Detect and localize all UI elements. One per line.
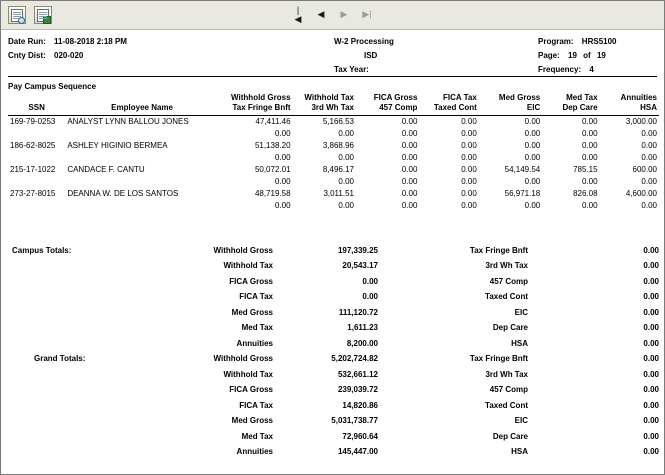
grand-total-value-2: 0.00: [643, 431, 659, 441]
grand-total-value-1: 5,031,738.77: [331, 416, 378, 425]
cell-hsa: 0.00: [641, 176, 657, 186]
campus-total-value-1: 1,611.23: [347, 323, 378, 332]
cell-hsa: 0.00: [641, 128, 657, 138]
campus-total-value-1: 111,120.72: [338, 307, 378, 317]
campus-total-value-2: 0.00: [643, 307, 659, 317]
cell-fica-gross: 0.00: [401, 164, 418, 174]
cell-withhold-gross: 51,138.20: [254, 140, 291, 150]
cell-hsa: 0.00: [641, 200, 657, 210]
campus-total-label-2: Taxed Cont: [485, 292, 528, 301]
cell-employee-name: DEANNA W. DE LOS SANTOS: [67, 188, 179, 198]
cell-tax-fringe-bnft: 0.00: [274, 152, 291, 162]
grand-total-label-2: EIC: [514, 416, 528, 425]
last-page-button[interactable]: ▶|: [360, 7, 374, 22]
campus-total-value-1: 0.00: [362, 276, 378, 286]
campus-total-value-1: 8,200.00: [346, 338, 378, 348]
grand-totals-row: [8, 429, 659, 445]
program-row: [538, 35, 616, 49]
grand-total-label-1: FICA Tax: [239, 400, 273, 410]
campus-total-label-1: Med Tax: [241, 323, 273, 332]
cell-med-gross: 0.00: [524, 140, 541, 150]
cell-taxed-cont: 0.00: [461, 128, 477, 138]
campus-total-value-2: 0.00: [643, 261, 659, 270]
campus-total-label-1: Annuities: [236, 338, 273, 348]
col-header-ssn: SSN: [28, 103, 45, 112]
campus-total-value-2: 0.00: [643, 276, 659, 286]
cell-annuities: 0.00: [641, 140, 657, 150]
table-row: [8, 115, 659, 128]
table-row: [8, 140, 659, 152]
campus-totals-row: [8, 258, 659, 274]
first-page-button[interactable]: |◀: [291, 7, 305, 22]
campus-totals-row: [8, 289, 659, 305]
grand-totals-row: [8, 398, 659, 414]
campus-total-label-2: Dep Care: [492, 323, 528, 332]
campus-total-label-2: 3rd Wh Tax: [485, 261, 528, 270]
cell-fica-gross: 0.00: [401, 116, 418, 126]
cell-dep-care: 0.00: [581, 128, 598, 138]
cell-tax-fringe-bnft: 0.00: [274, 128, 291, 138]
campus-total-label-2: HSA: [511, 338, 528, 348]
table-row-secondary: [8, 128, 659, 140]
cell-ssn: 215-17-1022: [10, 164, 56, 174]
spreadsheet-export-icon[interactable]: [8, 6, 26, 24]
cell-withhold-tax: 5,166.53: [322, 116, 354, 126]
cell-457-comp: 0.00: [401, 152, 418, 162]
program-label: Program:: [538, 37, 574, 46]
cell-annuities: 3,000.00: [625, 116, 657, 126]
cell-annuities: 4,600.00: [625, 188, 657, 198]
campus-total-value-2: 0.00: [643, 338, 659, 348]
cell-withhold-tax: 3,011.51: [323, 188, 354, 198]
campus-total-label-1: FICA Gross: [229, 276, 273, 286]
cell-fica-gross: 0.00: [401, 140, 418, 150]
totals-spacer: [8, 227, 659, 243]
campus-total-value-2: 0.00: [643, 292, 659, 301]
cell-eic: 0.00: [524, 152, 541, 162]
cell-fica-tax: 0.00: [461, 140, 477, 150]
totals-section: [8, 212, 657, 460]
section-title: Pay Campus Sequence: [8, 82, 97, 91]
page-row: [538, 49, 616, 63]
grand-total-label-1: Med Gross: [231, 416, 273, 425]
col-header-fica-tax: FICA Tax Taxed Cont: [433, 93, 477, 112]
campus-totals-title: Campus Totals:: [12, 245, 72, 255]
grand-total-value-1: 145,447.00: [337, 447, 378, 456]
campus-total-label-1: Med Gross: [231, 307, 273, 317]
cell-fica-tax: 0.00: [461, 188, 477, 198]
table-header-row: [8, 93, 659, 114]
grand-total-value-1: 239,039.72: [337, 385, 378, 394]
page-of-label: of: [583, 51, 591, 60]
cell-dep-care: 0.00: [581, 200, 598, 210]
grand-total-label-1: Withhold Gross: [213, 354, 273, 363]
cell-med-tax: 785.15: [573, 164, 598, 174]
cell-withhold-tax: 8,496.17: [322, 164, 354, 174]
grand-total-value-2: 0.00: [643, 447, 659, 456]
previous-page-button[interactable]: ◀: [314, 7, 328, 22]
cell-3rd-wh-tax: 0.00: [338, 128, 354, 138]
grand-total-value-1: 72,960.64: [342, 431, 378, 441]
grand-total-value-2: 0.00: [643, 369, 659, 379]
cell-tax-fringe-bnft: 0.00: [274, 176, 291, 186]
grand-total-label-2: HSA: [511, 447, 528, 456]
grand-total-label-2: 3rd Wh Tax: [485, 369, 528, 379]
campus-total-value-1: 20,543.17: [342, 261, 378, 270]
col-header-withhold-tax: Withhold Tax 3rd Wh Tax: [304, 93, 354, 112]
cell-taxed-cont: 0.00: [461, 176, 477, 186]
campus-total-label-1: Withhold Gross: [213, 245, 273, 255]
campus-total-value-1: 197,339.25: [337, 245, 378, 255]
cell-taxed-cont: 0.00: [461, 200, 477, 210]
report-header: [1, 30, 664, 76]
campus-total-value-2: 0.00: [643, 323, 659, 332]
cell-med-gross: 56,971.18: [504, 188, 541, 198]
campus-total-label-2: EIC: [514, 307, 528, 317]
cell-eic: 0.00: [524, 176, 541, 186]
grand-totals-row: [8, 351, 659, 367]
cell-med-tax: 0.00: [581, 140, 598, 150]
grand-total-value-1: 532,661.12: [337, 369, 378, 379]
tax-year-row: [334, 63, 394, 77]
table-row: [8, 188, 659, 200]
cnty-dist-label: Cnty Dist:: [8, 51, 46, 60]
date-run-value: 11-08-2018 2:18 PM: [54, 37, 127, 46]
campus-totals-row: [8, 274, 659, 290]
cell-457-comp: 0.00: [401, 128, 418, 138]
grand-total-value-2: 0.00: [643, 354, 659, 363]
col-header-med-tax: Med Tax Dep Care: [562, 93, 598, 112]
cell-3rd-wh-tax: 0.00: [338, 152, 354, 162]
cell-ssn: 273-27-8015: [10, 188, 56, 198]
grand-total-value-1: 14,820.86: [342, 400, 378, 410]
grand-total-label-1: Med Tax: [241, 431, 273, 441]
grand-totals-row: [8, 382, 659, 398]
cell-hsa: 0.00: [641, 152, 657, 162]
campus-total-value-2: 0.00: [643, 245, 659, 255]
col-header-withhold-gross: Withhold Gross Tax Fringe Bnft: [231, 93, 291, 112]
grand-total-label-1: Annuities: [236, 447, 273, 456]
employee-table: [8, 93, 659, 212]
cell-dep-care: 0.00: [581, 152, 598, 162]
totals-spacer: [8, 212, 659, 228]
grand-total-label-2: Dep Care: [492, 431, 528, 441]
col-header-employee-name: Employee Name: [111, 103, 173, 112]
frequency-row: [538, 63, 616, 77]
cell-ssn: 169-79-0253: [10, 116, 56, 126]
table-row: [8, 164, 659, 176]
grand-total-value-2: 0.00: [643, 400, 659, 410]
grand-totals-row: [8, 413, 659, 429]
report-toolbar: [1, 1, 664, 30]
page-label: Page:: [538, 51, 560, 60]
cell-ssn: 186-62-8025: [10, 140, 56, 150]
cell-withhold-gross: 47,411.46: [255, 116, 291, 126]
page-value: 19: [568, 51, 577, 60]
campus-totals-row: [8, 320, 659, 336]
cell-med-gross: 0.00: [524, 116, 541, 126]
cell-taxed-cont: 0.00: [461, 152, 477, 162]
campus-totals-row: [8, 243, 659, 259]
grand-total-label-2: 457 Comp: [489, 385, 528, 394]
spreadsheet-print-icon[interactable]: [34, 6, 52, 24]
cell-fica-tax: 0.00: [461, 116, 477, 126]
next-page-button[interactable]: ▶: [337, 7, 351, 22]
page-navigation: [291, 4, 374, 24]
cell-employee-name: ASHLEY HIGINIO BERMEA: [67, 140, 168, 150]
grand-totals-title: Grand Totals:: [34, 354, 86, 363]
cell-dep-care: 0.00: [581, 176, 598, 186]
cell-withhold-tax: 3,868.96: [322, 140, 354, 150]
grand-totals-row: [8, 367, 659, 383]
cell-3rd-wh-tax: 0.00: [338, 200, 354, 210]
cnty-dist-value: 020-020: [54, 51, 84, 60]
grand-total-label-2: Taxed Cont: [485, 400, 528, 410]
campus-total-value-1: 0.00: [362, 292, 378, 301]
col-header-annuities: Annuities HSA: [620, 93, 657, 112]
page-total-value: 19: [596, 51, 606, 60]
grand-total-label-2: Tax Fringe Bnft: [469, 354, 528, 363]
campus-totals-row: [8, 336, 659, 352]
cell-employee-name: CANDACE F. CANTU: [67, 164, 145, 174]
cell-457-comp: 0.00: [401, 176, 418, 186]
campus-total-label-1: Withhold Tax: [223, 261, 273, 270]
campus-totals-table: [8, 212, 659, 352]
cell-eic: 0.00: [524, 200, 541, 210]
campus-total-label-2: 457 Comp: [489, 276, 528, 286]
grand-total-label-1: Withhold Tax: [223, 369, 273, 379]
frequency-label: Frequency:: [538, 65, 582, 74]
date-run-row: [8, 35, 127, 49]
cell-withhold-gross: 50,072.01: [254, 164, 291, 174]
grand-total-label-1: FICA Gross: [229, 385, 273, 394]
table-row-secondary: [8, 200, 659, 212]
grand-totals-row: [8, 444, 659, 460]
report-title: W-2 Processing: [334, 37, 394, 46]
cell-annuities: 600.00: [632, 164, 657, 174]
cell-eic: 0.00: [524, 128, 541, 138]
cell-employee-name: ANALYST LYNN BALLOU JONES: [67, 116, 189, 126]
campus-total-label-2: Tax Fringe Bnft: [469, 245, 528, 255]
grand-total-value-2: 0.00: [643, 385, 659, 394]
table-row-secondary: [8, 176, 659, 188]
cell-med-tax: 0.00: [581, 116, 598, 126]
cell-fica-gross: 0.00: [401, 188, 418, 198]
cell-457-comp: 0.00: [401, 200, 418, 210]
col-header-fica-gross: FICA Gross 457 Comp: [373, 93, 418, 112]
campus-totals-row: [8, 305, 659, 321]
report-org: ISD: [364, 51, 378, 60]
grand-totals-table: [8, 351, 659, 460]
tax-year-label: Tax Year:: [334, 65, 369, 74]
program-value: HRS5100: [581, 37, 617, 46]
campus-total-label-1: FICA Tax: [239, 292, 273, 301]
table-row-secondary: [8, 152, 659, 164]
date-run-label: Date Run:: [8, 37, 46, 46]
cnty-dist-row: [8, 49, 127, 63]
cell-med-tax: 826.08: [573, 188, 598, 198]
cell-withhold-gross: 48,719.58: [254, 188, 291, 198]
cell-tax-fringe-bnft: 0.00: [274, 200, 291, 210]
cell-med-gross: 54,149.54: [504, 164, 541, 174]
grand-total-value-1: 5,202,724.82: [331, 354, 378, 363]
cell-fica-tax: 0.00: [461, 164, 477, 174]
frequency-value: 4: [589, 65, 594, 74]
cell-3rd-wh-tax: 0.00: [338, 176, 354, 186]
grand-total-value-2: 0.00: [643, 416, 659, 425]
col-header-med-gross: Med Gross EIC: [498, 93, 541, 112]
